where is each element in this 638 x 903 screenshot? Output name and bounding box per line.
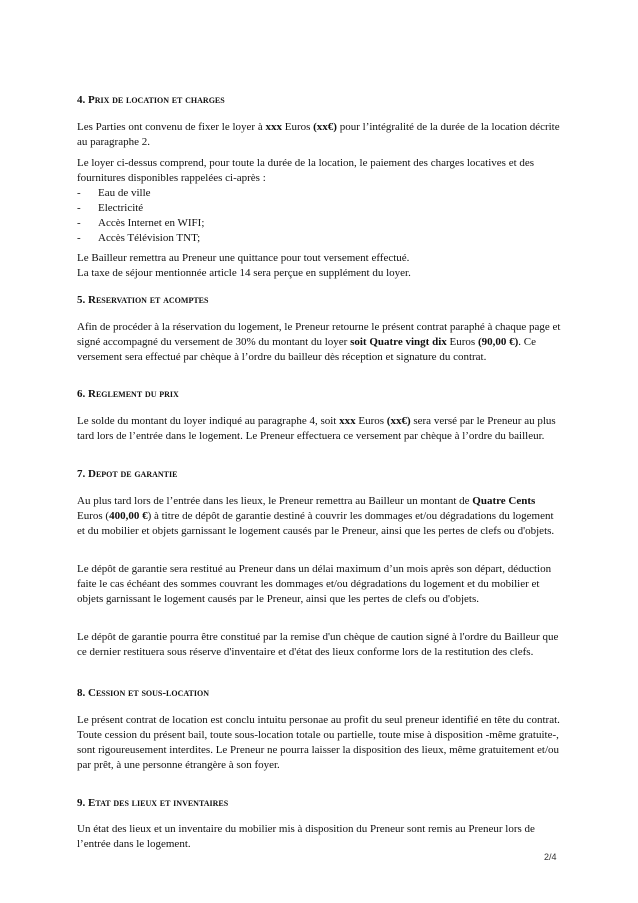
section-6-heading: 6. Reglement du prix	[77, 388, 179, 400]
guarantee-amount-figure: 400,00 €	[109, 510, 148, 522]
section-7-paragraph-1	[77, 494, 563, 539]
deposit-amount-words: soit Quatre vingt dix	[350, 336, 447, 348]
section-6	[77, 388, 563, 400]
section-4	[77, 94, 563, 106]
balance-amount-figure: (xx€)	[386, 415, 411, 427]
section-4-heading: 4. Prix de location et charges	[77, 94, 225, 106]
text: Afin de procéder à la réservation du logement, le Preneur retourne le présent contrat paraphé à chaque page et signé accompagné du versement de 30% du montant du loyer	[77, 321, 561, 348]
section-7-heading: 7. Depot de garantie	[77, 468, 178, 480]
section-8	[77, 687, 563, 699]
text: Le solde du montant du loyer indiqué au paragraphe 4, soit	[77, 415, 340, 427]
text: pour l’intégralité de la durée de la location décrite au paragraphe 2.	[77, 121, 560, 148]
text: Les Parties ont convenu de fixer le loyer à	[77, 121, 266, 133]
section-8-heading: 8. Cession et sous-location	[77, 687, 209, 699]
section-7-paragraph-2: Le dépôt de garantie sera restitué au Preneur dans un délai maximum d’un mois après son départ, déduction faite le cas échéant des sommes couvrant les dommages et/ou dégradations du logement et du mobilier et objets garnissant le logement causés par le Preneur, ainsi que les pertes de clefs ou d'objets.	[77, 563, 552, 605]
rent-amount-figure: (xx€)	[313, 121, 337, 133]
text: Au plus tard lors de l’entrée dans les lieux, le Preneur remettra au Bailleur un montant de	[77, 495, 473, 507]
section-6-paragraph-1	[77, 414, 563, 444]
section-9-heading: 9. Etat des lieux et inventaires	[77, 797, 229, 809]
section-5-heading: 5. Reservation et acomptes	[77, 294, 209, 306]
section-7	[77, 468, 563, 480]
text: Euros	[281, 121, 314, 133]
section-4-paragraph-2: Le loyer ci-dessus comprend, pour toute la durée de la location, le paiement des charges locatives et des fournitures disponibles rappelées ci-après : - Eau de ville - Electricité - Accès Internet en WIFI; - Accès Télévision TNT;	[77, 156, 563, 246]
section-7-paragraph-3: Le dépôt de garantie pourra être constitué par la remise d'un chèque de caution signé à l'ordre du Bailleur que ce dernier restituera sous réserve d'inventaire et d'état des lieux conforme lors de la restitution des clefs.	[77, 631, 559, 658]
section-9-paragraph-1: Un état des lieux et un inventaire du mobilier mis à disposition du Preneur sont remis au Preneur lors de l’entrée dans le logement.	[77, 823, 535, 850]
section-4-paragraph-3: Le Bailleur remettra au Preneur une quittance pour tout versement effectué. La taxe de séjour mentionnée article 14 sera perçue en supplément du loyer.	[77, 252, 411, 279]
text: sera versé par le Preneur au plus tard lors de l’entrée dans le logement. Le Preneur effectuera ce versement par chèque à l’ordre du bailleur.	[77, 415, 556, 442]
section-4-paragraph-1	[77, 120, 563, 150]
text: Euros (	[77, 510, 110, 522]
list-item: - Electricité	[77, 201, 563, 216]
guarantee-amount-words: Quatre Cents	[472, 495, 536, 507]
text: Euros	[355, 415, 387, 427]
list-item: - Accès Télévision TNT;	[77, 231, 563, 246]
page-number: 2/4	[544, 852, 557, 862]
text: . Ce versement sera effectué par chèque à l’ordre du bailleur dès réception et signature du contrat.	[77, 336, 536, 363]
text: ) à titre de dépôt de garantie destiné à couvrir les dommages et/ou dégradations du logement et du mobilier et objets garnissant le logement causés par le Preneur, ainsi que les pertes de clefs ou d'objets.	[77, 510, 555, 537]
deposit-amount-figure: (90,00 €)	[477, 336, 519, 348]
text: Euros	[446, 336, 478, 348]
balance-amount-placeholder: xxx	[339, 415, 356, 427]
rent-amount-placeholder: xxx	[265, 121, 282, 133]
list-item: - Accès Internet en WIFI;	[77, 216, 563, 231]
section-8-paragraph-1: Le présent contrat de location est conclu intuitu personae au profit du seul preneur identifié en tête du contrat. Toute cession du présent bail, toute sous-location totale ou partielle, toute mise à disposition -même gratuite-, sont rigoureusement interdites. Le Preneur ne pourra laisser la disposition des lieux, même gratuitement et/ou par prêt, à une personne étrangère à son foyer.	[77, 714, 560, 771]
section-9	[77, 797, 563, 809]
section-5	[77, 294, 563, 306]
section-5-paragraph-1	[77, 320, 563, 365]
charges-list	[77, 186, 563, 246]
list-item: - Eau de ville	[77, 186, 563, 201]
